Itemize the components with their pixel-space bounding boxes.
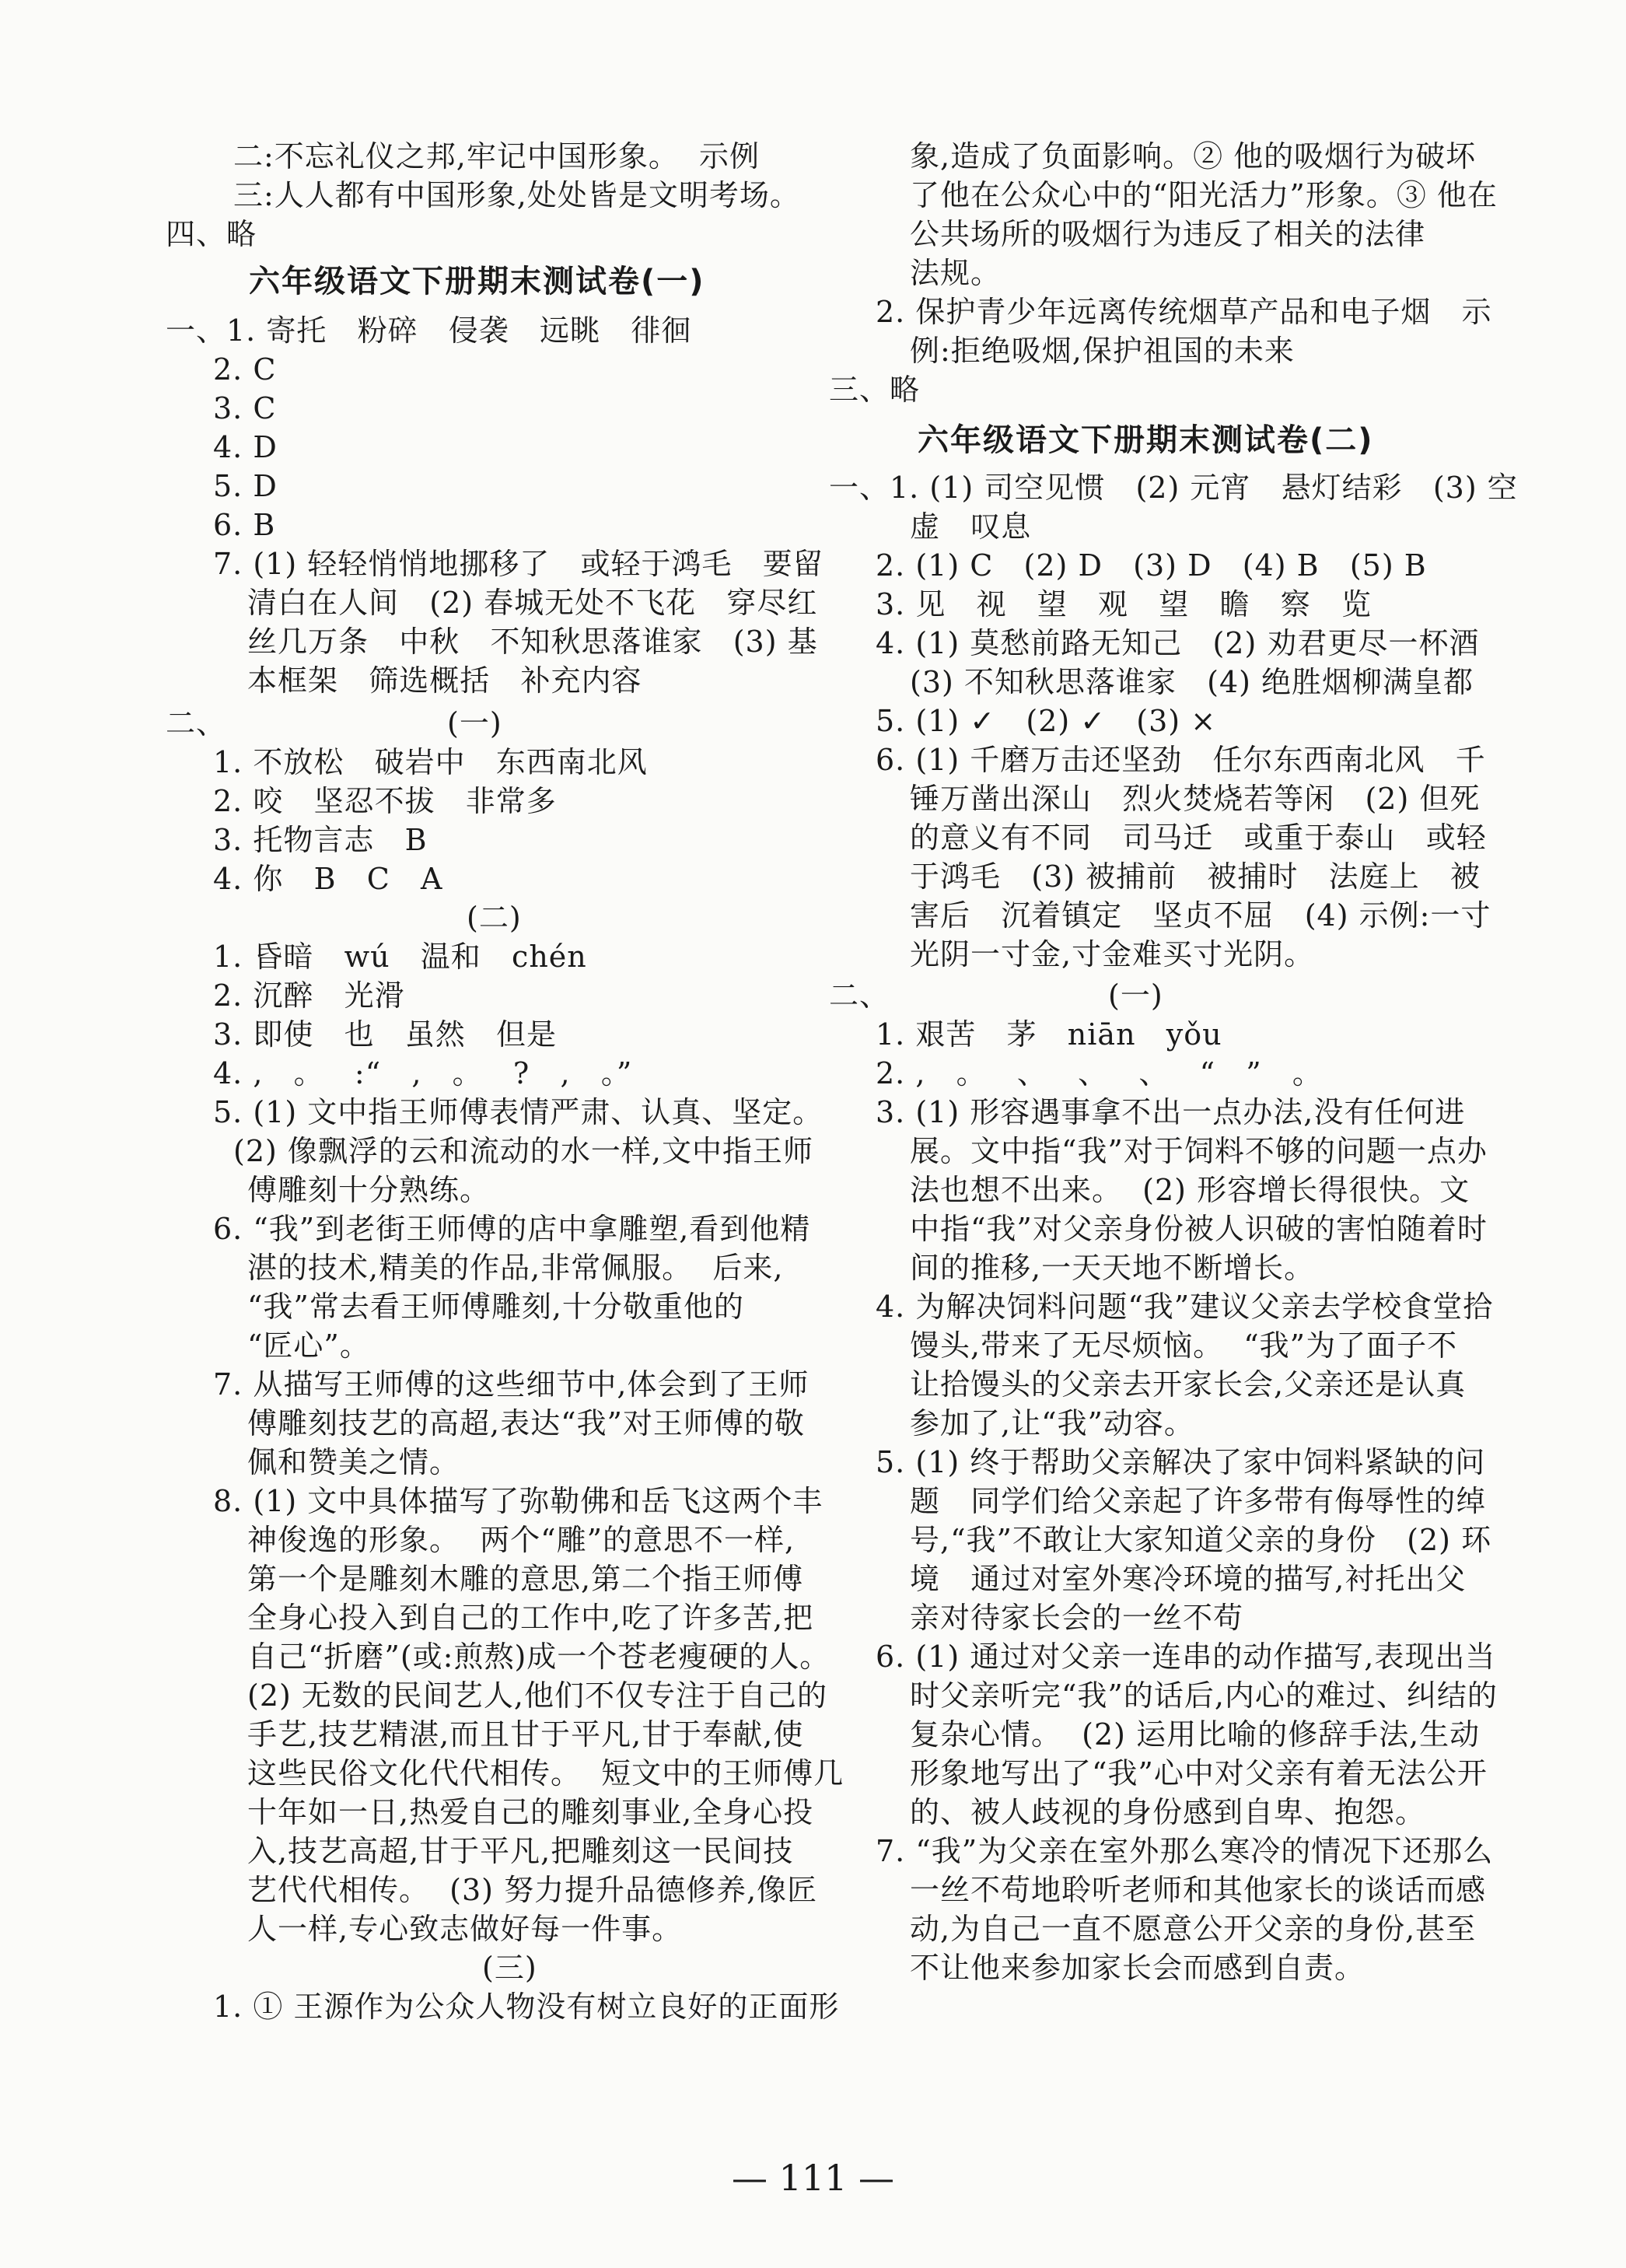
text-line: 2. (1) C (2) D (3) D (4) B (5) B	[876, 548, 1427, 583]
text-line: 清白在人间 (2) 春城无处不飞花 穿尽红	[247, 586, 818, 620]
text-line: 时父亲听完“我”的话后,内心的难过、纠结的	[910, 1678, 1498, 1713]
text-line: 2. 沉醉 光滑	[213, 978, 405, 1013]
text-line: 虚 叹息	[910, 509, 1032, 544]
text-line: 四、略	[166, 217, 257, 251]
text-line: 参加了,让“我”动容。	[910, 1406, 1194, 1440]
text-line: 1. 昏暗 wú 温和 chén	[213, 940, 587, 974]
text-line: 形象地写出了“我”心中对父亲有着无法公开	[910, 1756, 1488, 1790]
text-line: 全身心投入到自己的工作中,吃了许多苦,把	[247, 1601, 814, 1635]
text-line: 5. (1) 终于帮助父亲解决了家中饲料紧缺的问	[876, 1445, 1486, 1479]
text-line: 亲对待家长会的一丝不苟	[910, 1601, 1244, 1635]
text-line: (3) 不知秋思落谁家 (4) 绝胜烟柳满皇都	[910, 665, 1474, 699]
text-line: 让拾馒头的父亲去开家长会,父亲还是认真	[910, 1367, 1467, 1402]
text-line: 号,“我”不敢让大家知道父亲的身份 (2) 环	[910, 1523, 1492, 1557]
text-line: 题 同学们给父亲起了许多带有侮辱性的绰	[910, 1484, 1487, 1518]
text-line: 7. 从描写王师傅的这些细节中,体会到了王师	[213, 1367, 810, 1402]
text-line: 公共场所的吸烟行为违反了相关的法律	[910, 217, 1426, 251]
section-title: 六年级语文下册期末测试卷(二)	[918, 422, 1374, 458]
text-line: 3. 托物言志 B	[213, 823, 428, 857]
text-line: 丝几万条 中秋 不知秋思落谁家 (3) 基	[247, 625, 818, 659]
text-line: 间的推移,一天天地不断增长。	[910, 1251, 1315, 1285]
section-marker: 二、	[166, 706, 227, 740]
text-line: 法也想不出来。 (2) 形容增长得很快。文	[910, 1173, 1470, 1207]
text-line: 2. 咬 坚忍不拔 非常多	[213, 784, 557, 818]
text-line: 本框架 筛选概括 补充内容	[247, 663, 642, 698]
text-line: 神俊逸的形象。 两个“雕”的意思不一样,	[247, 1523, 796, 1557]
text-line: 1. 不放松 破岩中 东西南北风	[213, 745, 648, 779]
text-line: 4. 为解决饲料问题“我”建议父亲去学校食堂拾	[876, 1290, 1494, 1324]
text-line: “匠心”。	[247, 1328, 370, 1363]
text-line: (2) 无数的民间艺人,他们不仅专注于自己的	[247, 1678, 827, 1713]
section-title: 六年级语文下册期末测试卷(一)	[249, 264, 705, 299]
text-line: 一、1. (1) 司空见惯 (2) 元宵 悬灯结彩 (3) 空	[829, 471, 1518, 505]
text-line: 3. (1) 形容遇事拿不出一点办法,没有任何进	[876, 1095, 1466, 1129]
text-line: 三:人人都有中国形象,处处皆是文明考场。	[233, 178, 800, 212]
text-line: 2. , 。 、 、 、 “ ” 。	[876, 1056, 1323, 1090]
subsection-heading: (一)	[447, 706, 502, 740]
text-line: 7. “我”为父亲在室外那么寒冷的情况下还那么	[876, 1834, 1494, 1868]
text-line: 复杂心情。 (2) 运用比喻的修辞手法,生动	[910, 1717, 1481, 1752]
text-line: 7. (1) 轻轻悄悄地挪移了 或轻于鸿毛 要留	[213, 547, 823, 581]
text-line: 展。文中指“我”对于饲料不够的问题一点办	[910, 1134, 1488, 1168]
text-line: 的意义有不同 司马迁 或重于泰山 或轻	[910, 821, 1487, 855]
section-marker: 二、	[829, 978, 890, 1013]
text-line: 三、略	[829, 373, 921, 407]
text-line: 馒头,带来了无尽烦恼。 “我”为了面子不	[910, 1328, 1458, 1363]
text-line: 8. (1) 文中具体描写了弥勒佛和岳飞这两个丰	[213, 1484, 823, 1518]
text-line: 1. 艰苦 茅 niān yǒu	[876, 1017, 1222, 1052]
text-line: 于鸿毛 (3) 被捕前 被捕时 法庭上 被	[910, 859, 1481, 894]
text-line: 不让他来参加家长会而感到自责。	[910, 1951, 1365, 1985]
text-line: 6. (1) 千磨万击还坚劲 任尔东西南北风 千	[876, 743, 1486, 777]
text-line: 一、1. 寄托 粉碎 侵袭 远眺 徘徊	[166, 313, 692, 348]
text-line: 害后 沉着镇定 坚贞不屈 (4) 示例:一寸	[910, 898, 1491, 933]
subsection-heading: (一)	[1108, 978, 1163, 1013]
text-line: 4. D	[213, 430, 278, 464]
text-line: 6. “我”到老街王师傅的店中拿雕塑,看到他精	[213, 1212, 811, 1246]
text-line: 傅雕刻技艺的高超,表达“我”对王师傅的敬	[247, 1406, 805, 1440]
text-line: 入,技艺高超,甘于平凡,把雕刻这一民间技	[247, 1834, 794, 1868]
text-line: 这些民俗文化代代相传。 短文中的王师傅几	[247, 1756, 844, 1790]
text-line: 例:拒绝吸烟,保护祖国的未来	[910, 334, 1295, 368]
text-line: 法规。	[910, 256, 1002, 290]
text-line: 艺代代相传。 (3) 努力提升品德修养,像匠	[247, 1873, 818, 1907]
text-line: 5. (1) 文中指王师傅表情严肃、认真、坚定。	[213, 1095, 823, 1129]
text-line: 了他在公众心中的“阳光活力”形象。③ 他在	[910, 178, 1498, 212]
text-line: 4. , 。 :“ , 。 ? , 。”	[213, 1056, 633, 1090]
text-line: 3. C	[213, 391, 277, 425]
text-line: 人一样,专心致志做好每一件事。	[247, 1912, 683, 1946]
text-line: 第一个是雕刻木雕的意思,第二个指王师傅	[247, 1562, 804, 1596]
page-number: — 111 —	[731, 2157, 895, 2199]
text-line: 1. ① 王源作为公众人物没有树立良好的正面形	[213, 1990, 840, 2024]
text-line: 5. D	[213, 469, 278, 503]
text-line: 中指“我”对父亲身份被人识破的害怕随着时	[910, 1212, 1488, 1246]
text-line: 3. 即使 也 虽然 但是	[213, 1017, 558, 1052]
text-line: 4. 你 B C A	[213, 862, 443, 896]
text-line: 动,为自己一直不愿意公开父亲的身份,甚至	[910, 1912, 1477, 1946]
text-line: 锤万凿出深山 烈火焚烧若等闲 (2) 但死	[910, 782, 1481, 816]
text-line: 的、被人歧视的身份感到自卑、抱怨。	[910, 1795, 1426, 1829]
text-line: “我”常去看王师傅雕刻,十分敬重他的	[247, 1290, 744, 1324]
text-line: 4. (1) 莫愁前路无知己 (2) 劝君更尽一杯酒	[876, 626, 1480, 660]
text-line: 境 通过对室外寒冷环境的描写,衬托出父	[910, 1562, 1467, 1596]
text-line: 二:不忘礼仪之邦,牢记中国形象。 示例	[233, 139, 761, 173]
text-line: 一丝不苟地聆听老师和其他家长的谈话而感	[910, 1873, 1487, 1907]
text-line: 傅雕刻十分熟练。	[247, 1173, 491, 1207]
text-line: 2. 保护青少年远离传统烟草产品和电子烟 示	[876, 295, 1492, 329]
text-line: 6. (1) 通过对父亲一连串的动作描写,表现出当	[876, 1640, 1496, 1674]
text-line: (2) 像飘浮的云和流动的水一样,文中指王师	[233, 1134, 813, 1168]
text-line: 5. (1) ✓ (2) ✓ (3) ×	[876, 704, 1217, 738]
text-line: 佩和赞美之情。	[247, 1445, 460, 1479]
text-line: 光阴一寸金,寸金难买寸光阴。	[910, 937, 1315, 971]
text-line: 手艺,技艺精湛,而且甘于平凡,甘于奉献,使	[247, 1717, 804, 1752]
subsection-heading: (二)	[467, 901, 522, 935]
subsection-heading: (三)	[482, 1951, 537, 1985]
text-line: 自己“折磨”(或:煎熬)成一个苍老瘦硬的人。	[247, 1640, 830, 1674]
text-line: 十年如一日,热爱自己的雕刻事业,全身心投	[247, 1795, 814, 1829]
text-line: 3. 见 视 望 观 望 瞻 察 览	[876, 587, 1372, 621]
text-line: 湛的技术,精美的作品,非常佩服。 后来,	[247, 1251, 784, 1285]
text-line: 6. B	[213, 508, 276, 542]
text-line: 象,造成了负面影响。② 他的吸烟行为破坏	[910, 139, 1477, 173]
text-line: 2. C	[213, 352, 277, 387]
